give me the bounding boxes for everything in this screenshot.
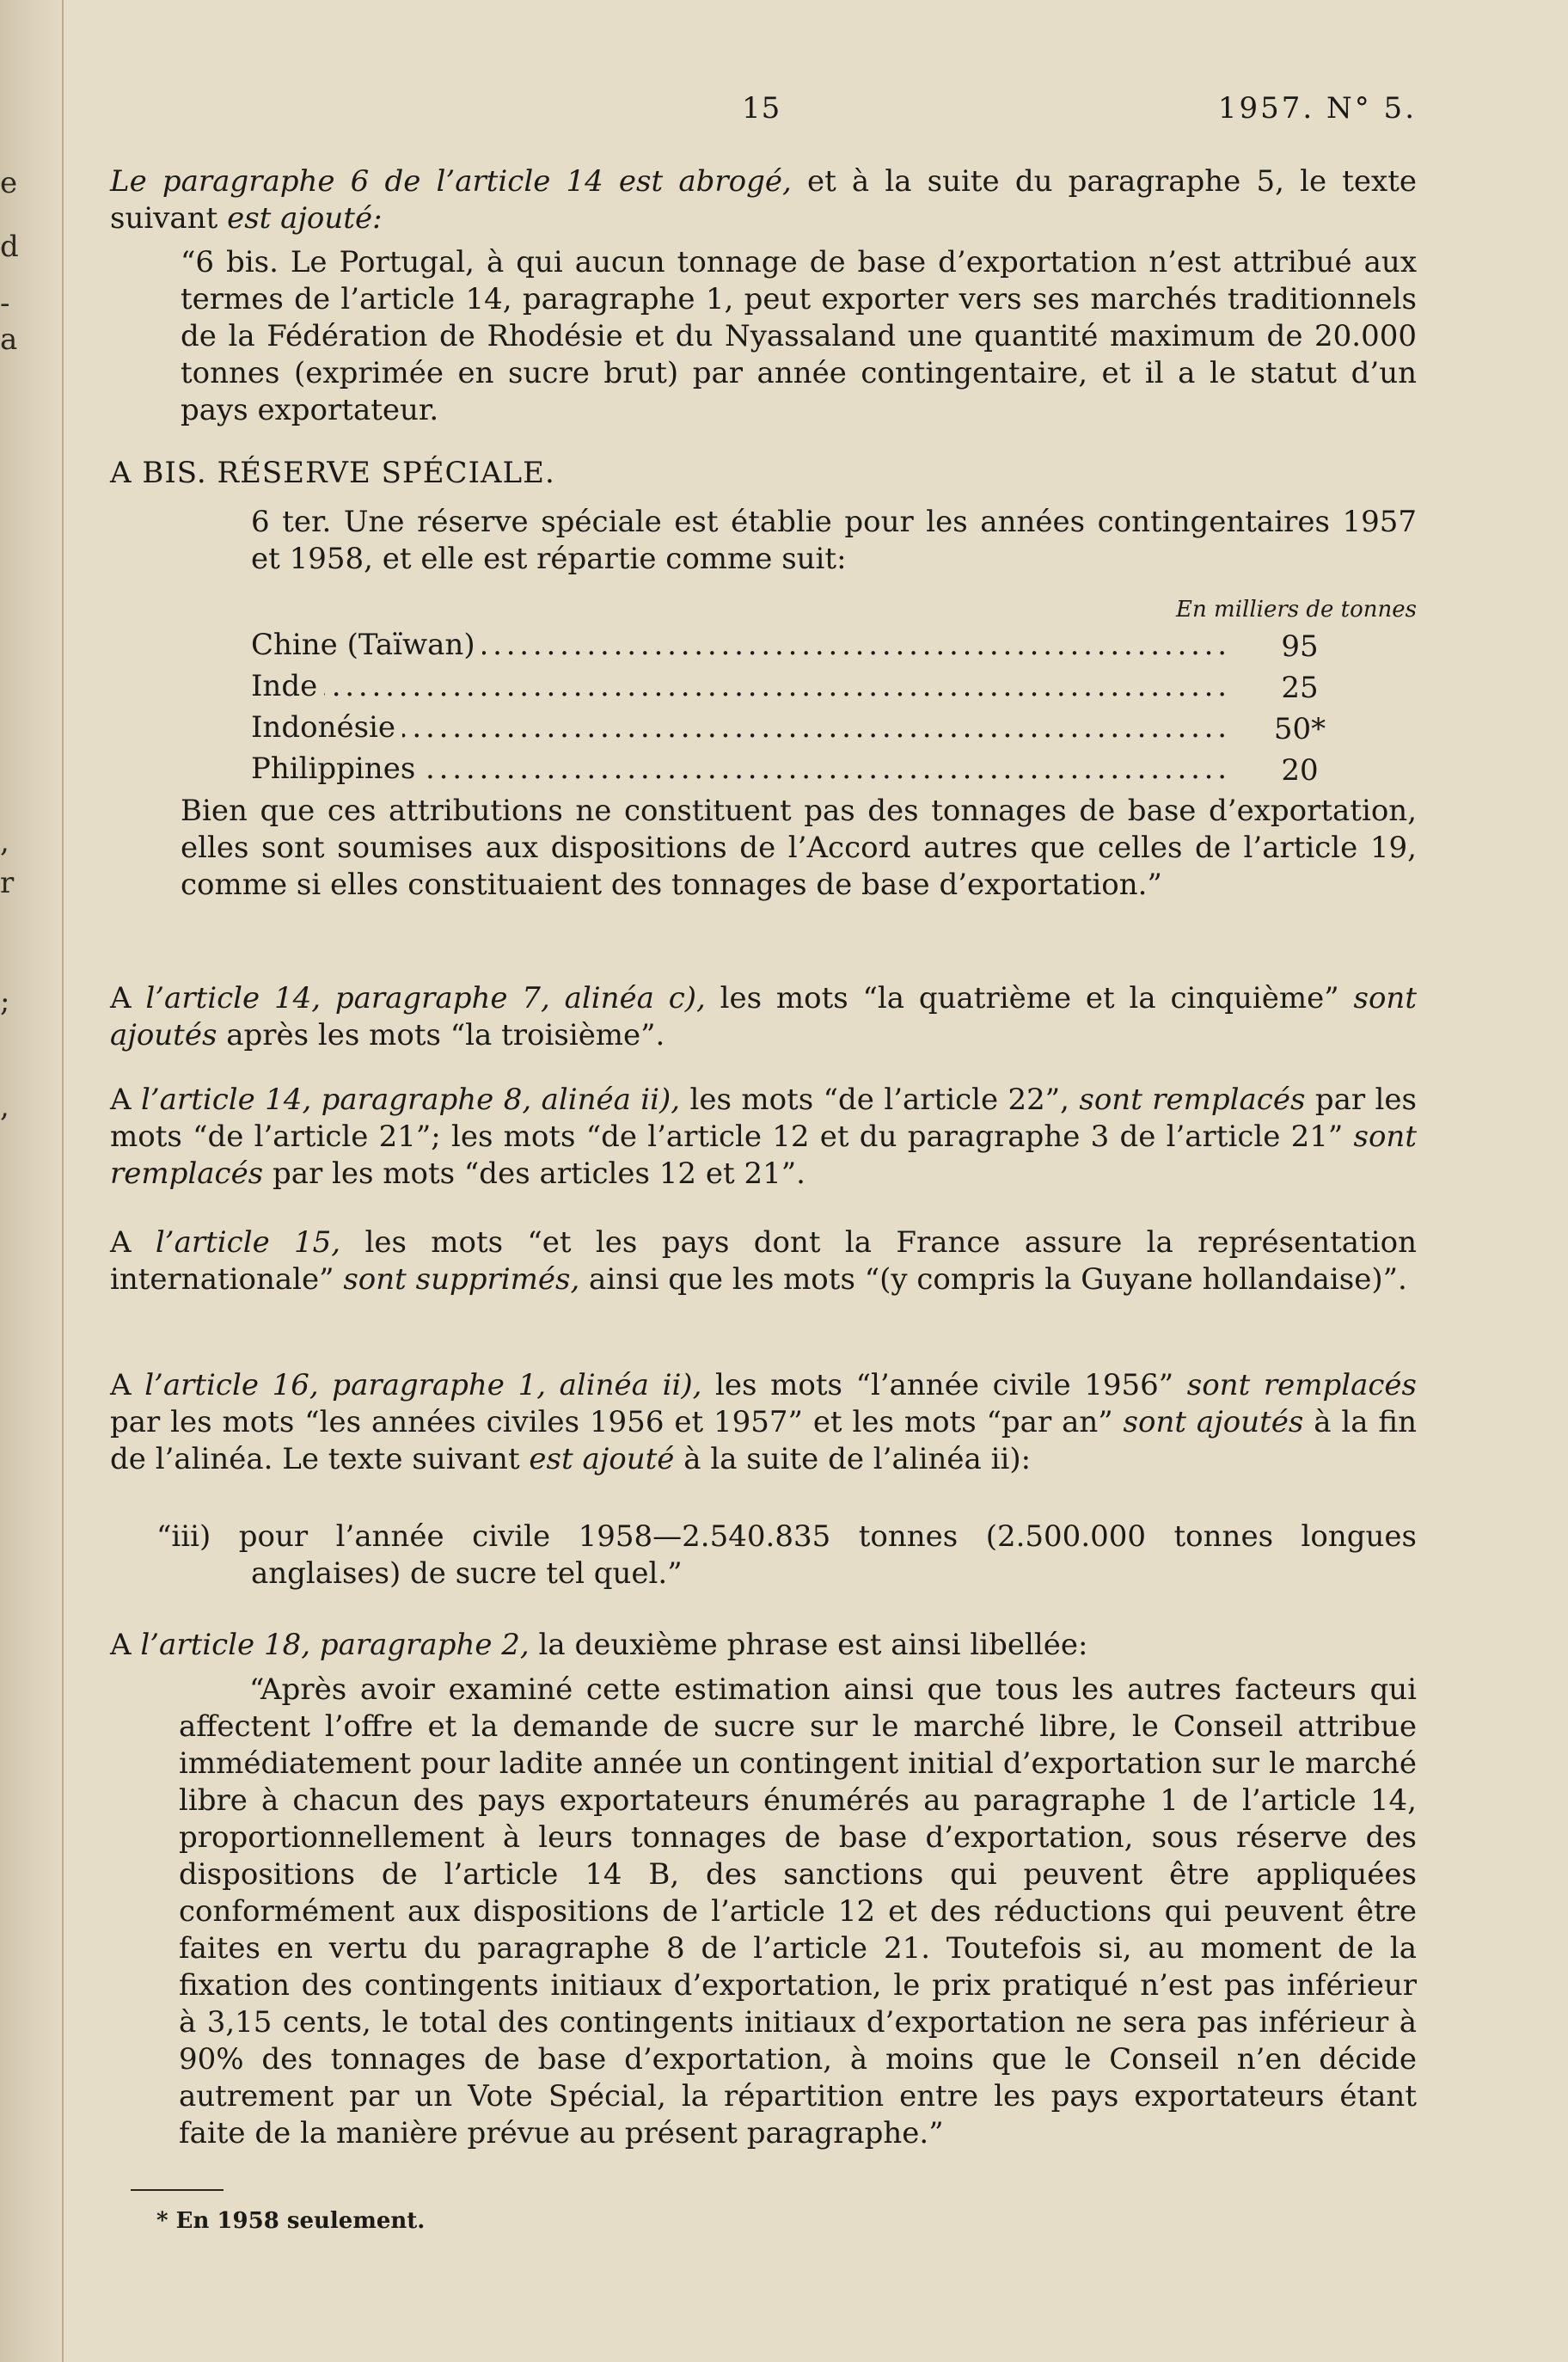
edge-fragment: r	[0, 866, 15, 900]
table-row	[251, 628, 1386, 666]
body-text: et à la suite du paragraphe 5, le texte suivant	[110, 164, 1417, 236]
italic-text: est ajouté:	[227, 201, 383, 236]
body-text: les mots “l’année civile 1956”	[701, 1368, 1187, 1402]
quoted-iii: “iii) pour l’année civile 1958—2.540.835 tonnes (2.500.000 tonnes longues anglaises) de sucre tel quel.”	[156, 1519, 1417, 1591]
italic-text: l’article 14, paragraphe 8, alinéa ii),	[140, 1083, 681, 1117]
italic-text: Le paragraphe 6 de l’article 14 est abrogé,	[110, 164, 792, 199]
italic-text: sont ajoutés	[1123, 1405, 1304, 1439]
italic-text: l’article 15,	[155, 1225, 341, 1260]
edge-fragment: e	[0, 166, 18, 200]
paragraph-article16	[110, 1367, 1417, 1478]
quoted-article18-text: “Après avoir examiné cette estimation ainsi que tous les autres facteurs qui affectent l’offre et la demande de sucre sur le marché libre, le Conseil attribue immédiatement pour ladite année un contingent initial d’exportation sur le marché libre à chacun des pays exportateurs énumérés au paragraphe 1 de l’article 14, proportionnellement à leurs tonnages de base d’exportation, sous réserve des dispositions de l’article 14 B, des sanctions qui peuvent être appliquées conformément aux dispositions de l’article 12 et des réductions qui peuvent être faites en vertu du paragraphe 8 de l’article 21. Toutefois si, au moment de la fixation des contingents initiaux d’exportation, le prix pratiqué n’est pas inférieur à 3,15 cents, le total des contingents initiaux d’exportation ne sera pas inférieur à 90% des tonnages de base d’exportation, à moins que le Conseil n’en décide autrement par un Vote Spécial, la répartition entre les pays exportateurs étant faite de la manière prévue au présent paragraphe.”	[179, 1672, 1417, 2150]
body-text: les mots “de l’article 22”,	[680, 1083, 1080, 1117]
italic-text: sont remplacés	[1079, 1083, 1306, 1117]
paragraph-article15	[110, 1224, 1417, 1298]
country-name: Chine (Taïwan)	[251, 628, 482, 662]
body-text: à la fin de l’alinéa. Le texte suivant	[110, 1405, 1418, 1476]
tonnage-value: 50*	[1273, 712, 1326, 746]
body-text: la deuxième phrase est ainsi libellée:	[529, 1628, 1088, 1662]
body-text: A	[110, 1628, 141, 1662]
italic-text: sont supprimés,	[343, 1262, 580, 1297]
section-title: A BIS. RÉSERVE SPÉCIALE.	[110, 456, 555, 490]
country-name: Philippines	[251, 752, 422, 786]
running-header	[110, 91, 1417, 134]
body-text: par les mots “les années civiles 1956 et 1957” et les mots “par an”	[110, 1405, 1124, 1439]
adjacent-page-edge	[0, 0, 64, 2362]
quoted-6bis: “6 bis. Le Portugal, à qui aucun tonnage de base d’exportation n’est attribué aux termes de l’article 14, paragraphe 1, peut exporter vers ses marchés traditionnels de la Fédération de Rhodésie et du Nyassaland une quantité maximum de 20.000 tonnes (exprimée en sucre brut) par année contingentaire, et il a le statut d’un pays exportateur.	[181, 245, 1417, 427]
tonnage-value: 25	[1281, 671, 1319, 705]
paragraph-article14-para6	[110, 163, 1417, 237]
paragraph-reserve-note: Bien que ces attributions ne constituent pas des tonnages de base d’exportation, elles sont soumises aux dispositions de l’Accord autres que celles de l’article 19, comme si elles constituaient des tonnages de base d’exportation.”	[181, 794, 1417, 902]
italic-text: l’article 14, paragraphe 7, alinéa c),	[145, 981, 706, 1015]
body-text: les mots “et les pays dont la France assure la représentation internationale”	[110, 1225, 1417, 1297]
italic-text: sont remplacés	[1186, 1368, 1417, 1402]
italic-text: sont ajoutés	[110, 981, 1417, 1052]
country-name: Indonésie	[251, 710, 402, 745]
edge-fragment: -	[0, 286, 10, 321]
body-text: ainsi que les mots “(y compris la Guyane hollandaise)”.	[579, 1262, 1407, 1297]
paragraph-article18	[110, 1627, 1417, 1664]
body-text: A	[110, 1368, 145, 1402]
table-row	[251, 669, 1386, 707]
paragraph-6ter: 6 ter. Une réserve spéciale est établie pour les années contingentaires 1957 et 1958, et elle est répartie comme suit:	[251, 505, 1417, 576]
body-text: A	[110, 1083, 141, 1117]
leader-dots	[251, 669, 1233, 703]
document-reference: 1957. N° 5.	[1217, 91, 1417, 126]
italic-text: l’article 18, paragraphe 2,	[140, 1628, 530, 1662]
body-text: après les mots “la troisième”.	[217, 1018, 665, 1052]
table-row	[251, 752, 1386, 789]
edge-fragment: a	[0, 322, 18, 357]
edge-fragment: ;	[0, 985, 10, 1019]
edge-fragment: ,	[0, 825, 9, 859]
tonnage-value: 20	[1281, 753, 1319, 788]
paragraph-article14-para7	[110, 980, 1417, 1054]
body-text: par les mots “des articles 12 et 21”.	[263, 1156, 805, 1191]
italic-text: est ajouté	[529, 1442, 675, 1476]
italic-text: sont remplacés	[110, 1120, 1417, 1191]
table-row	[251, 710, 1386, 748]
page-number: 15	[742, 91, 781, 126]
table-unit-header: En milliers de tonnes	[1176, 597, 1417, 623]
italic-text: l’article 16, paragraphe 1, alinéa ii),	[144, 1368, 702, 1402]
body-text: à la suite de l’alinéa ii):	[674, 1442, 1032, 1476]
footnote-rule	[131, 2189, 224, 2191]
body-text: par les mots “de l’article 21”; les mots “de l’article 12 et du paragraphe 3 de l’article 21”	[110, 1083, 1417, 1154]
country-name: Inde	[251, 669, 324, 703]
edge-fragment: d	[0, 230, 19, 264]
body-text: A	[110, 1225, 156, 1260]
paragraph-article14-para8	[110, 1082, 1417, 1193]
edge-fragment: ,	[0, 1089, 9, 1124]
footnote: * En 1958 seulement.	[156, 2208, 426, 2234]
tonnage-value: 95	[1281, 629, 1319, 664]
body-text: A	[110, 981, 146, 1015]
body-text: les mots “la quatrième et la cinquième”	[705, 981, 1354, 1015]
